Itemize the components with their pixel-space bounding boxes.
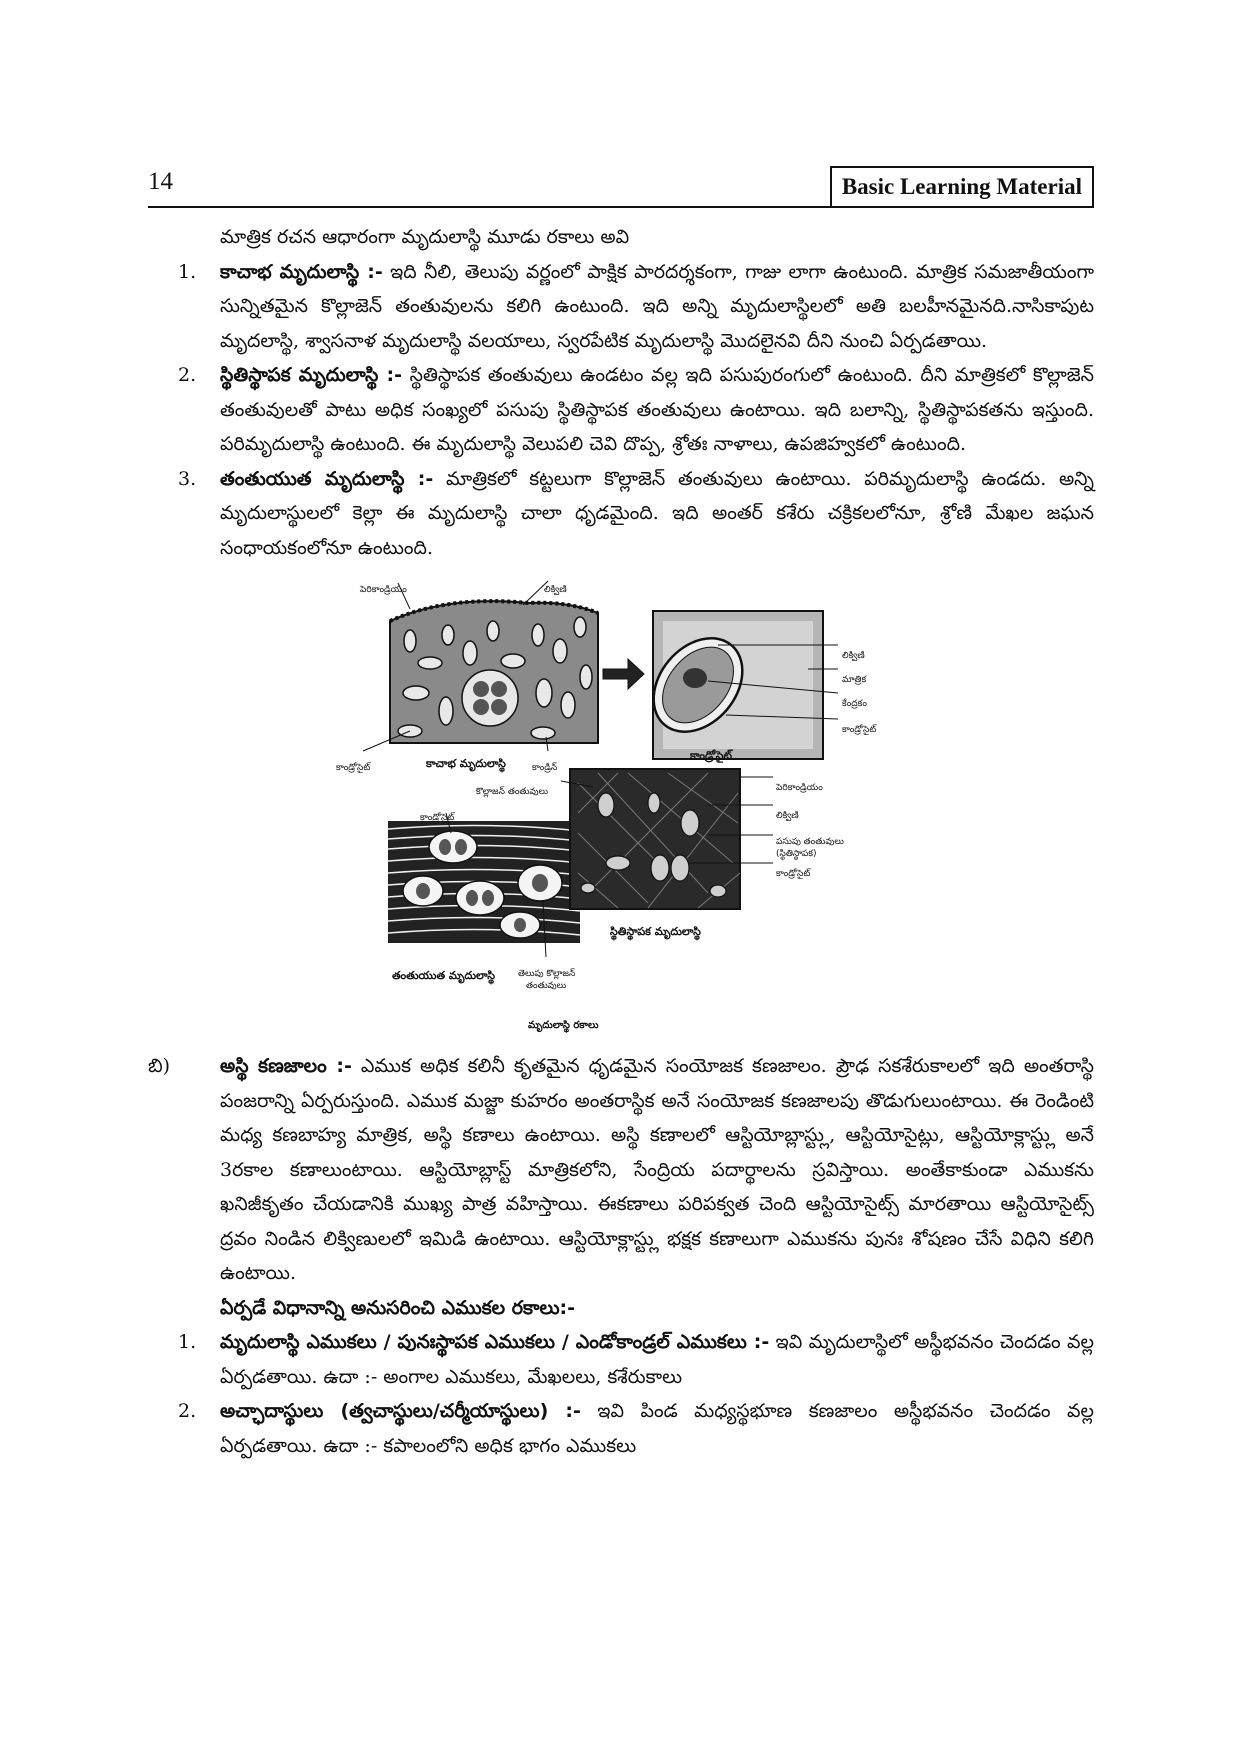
cartilage-type-2 <box>148 358 1094 462</box>
fibrous-panel-art <box>388 813 580 957</box>
arrow-icon <box>603 659 644 689</box>
item-text <box>220 1049 1094 1291</box>
item-text <box>220 358 1094 462</box>
label-lacuna: లిక్విణి <box>544 585 567 595</box>
label-chondrin: కాండ్రిన్ <box>532 763 558 773</box>
item-title: అచ్ఛాదాస్థులు (త్వచాస్థులు/చర్మీయాస్థులు) :- <box>220 1400 581 1422</box>
bone-type-1 <box>148 1325 1094 1394</box>
label-elastic: (స్థితిస్థాపక) <box>776 849 817 859</box>
item-text <box>220 1325 1094 1394</box>
item-text <box>220 255 1094 359</box>
page-header <box>148 166 1094 208</box>
bone-types-heading: ఏర్పడే విధానాన్ని అనుసరించి ఎముకల రకాలు:- <box>220 1296 576 1319</box>
item-title: తంతుయుత మృదులాస్థి :- <box>220 467 434 490</box>
item-number: 1. <box>178 1331 197 1353</box>
bone-type-2 <box>148 1394 1094 1463</box>
item-number: 1. <box>178 260 197 283</box>
panel-title-chondrocyte: కాండ్రోసైట్ <box>690 749 732 762</box>
item-text <box>220 1394 1094 1463</box>
page-number: 14 <box>148 168 173 195</box>
label-yellow-fibres: పసుపు తంతువులు <box>776 837 844 847</box>
content <box>148 220 1094 1463</box>
cartilage-figure <box>148 573 1094 1043</box>
running-title: Basic Learning Material <box>830 166 1094 206</box>
label-perichondrium: పెరికాండ్రియం <box>360 585 407 595</box>
label-chondrocyte: కాండ్రోసైట్ <box>336 763 371 773</box>
label-fibres: తంతువులు <box>526 981 567 991</box>
item-number: 2. <box>178 1400 197 1422</box>
item-body: ఇవి మృదులాస్థిలో అస్థీభవనం చెందడం వల్ల ఏర్పడతాయి. ఉదా :- అంగాల ఎముకలు, మేఖలలు, కశేరుకాలు <box>220 1331 1094 1388</box>
item-body: ఎముక అధిక కలినీ కృతమైన ధృడమైన సంయోజక కణజాలం. ప్రౌఢ సకశేరుకాలలో ఇది అంతరాస్థి పంజరాన్ని ఏర్పరుస్తుంది. ఎముక మజ్జా కుహరం అంతరాస్థిక అనే సంయోజక కణజాలపు తొడుగులుంటాయి. ఈ రెండింటి మధ్య కణబాహ్య మాత్రిక, అస్థి కణాలు ఉంటాయి. అస్థి కణాలలో ఆస్టియోబ్లాస్ట్లు, ఆస్టియోసైట్లు, ఆస్టియోక్లాస్ట్లు అనే 3రకాల కణాలుంటాయి. ఆస్టియోబ్లాస్ట్ మాత్రికలోని, సేంద్రియ పదార్థాలను స్రవిస్తాయి. అంతేకాకుండా ఎముకను ఖనిజీకృతం చేయడానికి ముఖ్య పాత్ర వహిస్తాయి. ఈకణాలు పరిపక్వత చెంది ఆస్టియోసైట్స్ మారతాయి ఆస్టియోసైట్స్ ద్రవం నిండిన లిక్విణులలో ఇమిడి ఉంటాయి. ఆస్టియోక్లాస్ట్లు భక్షక కణాలుగా ఎముకను పునః శోషణం చేసే విధిని కలిగి ఉంటాయి. <box>220 1055 1094 1284</box>
item-text <box>220 462 1094 566</box>
label-lacuna-3: లిక్విణి <box>776 811 799 821</box>
item-title: స్థితిస్థాపక మృదులాస్థి :- <box>220 364 403 386</box>
label-perichondrium-2: పెరికాండ్రియం <box>776 783 823 793</box>
panel-title-elastic: స్థితిస్థాపక మృదులాస్థి <box>610 925 701 938</box>
label-chondrocyte-4: కాండ్రోసైట్ <box>776 869 811 879</box>
label-collagen-fibres: కొల్లాజన్ తంతువులు <box>476 787 548 797</box>
item-body: స్థితిస్థాపక తంతువులు ఉండటం వల్ల ఇది పసుపురంగులో ఉంటుంది. దీని మాత్రికలో కొల్లాజెన్ తంతువులతో పాటు అధిక సంఖ్యలో పసుపు స్థితిస్థాపక తంతువులు ఉంటాయి. ఇది బలాన్ని, స్థితిస్థాపకతను ఇస్తుంది. పరిమృదులాస్థి ఉంటుంది. ఈ మృదులాస్థి వెలుపలి చెవి దొప్ప, శ్రోతః నాళాలు, ఉపజిహ్వకలో ఉంటుంది. <box>220 364 1094 455</box>
intro-line: మాత్రిక రచన ఆధారంగా మృదులాస్థి మూడు రకాలు అవి <box>220 226 630 248</box>
label-nucleus: కేంద్రకం <box>842 699 867 709</box>
item-number: బి) <box>148 1055 171 1077</box>
bone-tissue-section <box>148 1049 1094 1291</box>
cartilage-type-3 <box>148 462 1094 566</box>
chondrocyte-panel-art <box>635 611 838 759</box>
item-body: మాత్రికలో కట్టలుగా కొల్లాజెన్ తంతువులు ఉంటాయి. పరిమృదులాస్థి ఉండదు. అన్ని మృదులాస్థులలో కెల్లా ఈ మృదులాస్థి చాలా ధృడమైంది. ఇది అంతర్ కశేరు చక్రికలలోనూ, శ్రోణి మేఖల జఘన సంధాయకంలోనూ ఉంటుంది. <box>220 467 1094 559</box>
label-white-collagen: తెలుపు కొల్లాజన్ <box>518 969 576 979</box>
item-title: మృదులాస్థి ఎముకలు / పునఃస్థాపక ఎముకలు / ఎండోకాండ్రల్ ఎముకలు :- <box>220 1331 770 1353</box>
item-body: ఇవి పిండ మధ్యస్థభూణ కణజాలం అస్థీభవనం చెందడం వల్ల ఏర్పడతాయి. ఉదా :- కపాలంలోని అధిక భాగం ఎముకలు <box>220 1400 1094 1457</box>
cartilage-type-1 <box>148 255 1094 359</box>
item-body: ఇది నీలి, తెలుపు వర్ణంలో పాక్షిక పారదర్శకంగా, గాజు లాగా ఉంటుంది. మాత్రిక సమజాతీయంగా సున్నితమైన కొల్లాజెన్ తంతువులను కలిగి ఉంటుంది. ఇది అన్ని మృదులాస్థిలలో అతి బలహీనమైనది.నాసికాపుట మృదలాస్థి, శ్వాసనాళ మృదులాస్థి వలయాలు, స్వరపేటిక మృదులాస్థి మొదలైనవి దీని నుంచి ఏర్పడతాయి. <box>220 260 1094 352</box>
item-number: 2. <box>178 364 197 386</box>
label-lacuna-2: లిక్విణి <box>842 651 865 661</box>
cartilage-illustration <box>148 573 1094 1043</box>
item-number: 3. <box>178 467 197 490</box>
panel-title-fibrous: తంతుయుత మృదులాస్థి <box>392 969 495 982</box>
label-chondrocyte-3: కాండ్రోసైట్ <box>420 813 455 823</box>
panel-title-hyaline: కాచాభ మృదులాస్థి <box>426 757 506 770</box>
elastic-panel-art <box>561 769 773 909</box>
item-title: అస్థి కణజాలం :- <box>220 1055 352 1077</box>
label-chondrocyte-2: కాండ్రోసైట్ <box>842 725 877 735</box>
figure-caption: మృదులాస్థి రకాలు <box>528 1020 599 1031</box>
label-matrix: మాత్రిక <box>842 675 867 685</box>
item-title: కాచాభ మృదులాస్థి :- <box>220 260 383 283</box>
